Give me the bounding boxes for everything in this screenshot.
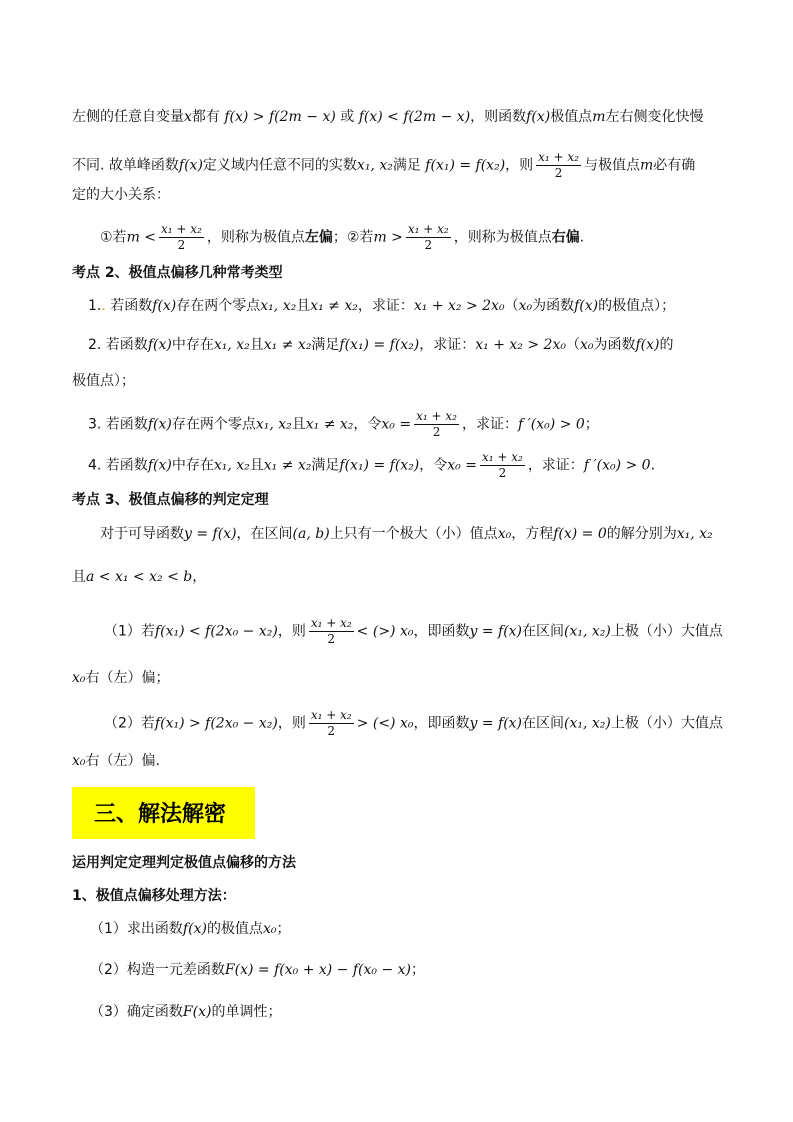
fraction bbox=[309, 616, 354, 647]
math-fx: f(x) bbox=[574, 298, 599, 314]
text: 的极值点）； bbox=[598, 298, 676, 314]
text: 1. bbox=[88, 298, 102, 314]
text: （ bbox=[565, 337, 580, 353]
frac-num: x₁ + x₂ bbox=[310, 708, 352, 722]
math-ineq: f(x) > f(2m − x) bbox=[224, 109, 336, 125]
math-x0: x₀ bbox=[262, 921, 277, 937]
frac-den: 2 bbox=[432, 425, 441, 439]
math-sumgt: x₁ + x₂ > 2x₀ bbox=[475, 337, 566, 353]
type-item-4 bbox=[88, 450, 655, 481]
step-3 bbox=[90, 1002, 281, 1022]
math-fx: f(x) bbox=[147, 416, 172, 433]
text: 上极（小）大值点 bbox=[610, 715, 723, 732]
math-yfx: y = f(x) bbox=[184, 526, 237, 542]
math-rel: < (>) x₀ bbox=[356, 623, 414, 640]
math-mgt: m > bbox=[373, 229, 403, 246]
text: ，则 bbox=[505, 157, 534, 174]
text: ，即函数 bbox=[413, 623, 470, 640]
fraction bbox=[309, 708, 354, 739]
math-xne: x₁ ≠ x₂ bbox=[310, 298, 358, 314]
text: . bbox=[579, 229, 585, 246]
math-fx: f(x) bbox=[152, 298, 177, 314]
bold-text: 左偏 bbox=[304, 229, 333, 246]
math-x1x2: x₁, x₂ bbox=[676, 526, 713, 542]
text: 的 bbox=[659, 337, 674, 353]
frac-num: x₁ + x₂ bbox=[481, 450, 523, 464]
text: 且 bbox=[249, 457, 264, 474]
bold-text: 右偏 bbox=[551, 229, 580, 246]
text: 存在两个零点 bbox=[176, 298, 261, 314]
text: 且 bbox=[249, 337, 264, 353]
case-2 bbox=[104, 708, 723, 739]
fraction bbox=[406, 222, 451, 253]
text: 且 bbox=[296, 298, 311, 314]
text: 3. 若函数 bbox=[88, 416, 148, 433]
math-sumgt: x₁ + x₂ > 2x₀ bbox=[413, 298, 505, 314]
text: 为函数 bbox=[532, 298, 575, 314]
frac-den: 2 bbox=[177, 238, 186, 252]
frac-den: 2 bbox=[554, 166, 563, 180]
text: ，则 bbox=[277, 623, 306, 640]
text: （3）确定函数 bbox=[90, 1004, 183, 1020]
math-x0: x₀ bbox=[497, 526, 512, 542]
math-feq: f(x₁) = f(x₂) bbox=[425, 157, 506, 174]
math-mlt: m < bbox=[126, 229, 157, 246]
fraction bbox=[536, 150, 581, 181]
math-xne: x₁ ≠ x₂ bbox=[263, 457, 312, 474]
math-feq: f(x₁) = f(x₂) bbox=[339, 457, 420, 474]
text: 满足 bbox=[311, 337, 340, 353]
text: ，则称为极值点 bbox=[453, 229, 552, 246]
fraction bbox=[159, 222, 204, 253]
math-fx: f(x) bbox=[147, 457, 172, 474]
section-banner bbox=[72, 787, 255, 839]
text: . bbox=[650, 457, 656, 474]
para-line-1 bbox=[72, 107, 703, 127]
math-x: x bbox=[184, 109, 192, 125]
math-x0eq: x₀ = bbox=[447, 457, 477, 474]
frac-num: x₁ + x₂ bbox=[310, 616, 352, 630]
text: 中存在 bbox=[171, 457, 214, 474]
theorem-line-2 bbox=[72, 567, 206, 587]
text: ，即函数 bbox=[413, 715, 470, 732]
text: ，在区间 bbox=[236, 526, 293, 542]
math-x1x2: x₁, x₂ bbox=[260, 298, 297, 314]
banner-title: 三、解法解密 bbox=[94, 801, 227, 827]
frac-den: 2 bbox=[498, 466, 507, 480]
text: ①若 bbox=[100, 229, 127, 246]
mark: . bbox=[101, 298, 106, 314]
math-fp0: f ′(x₀) > 0 bbox=[517, 416, 585, 433]
text: 在区间 bbox=[522, 715, 565, 732]
text: 对于可导函数 bbox=[100, 526, 184, 542]
math-fx: f(x) bbox=[635, 337, 660, 353]
math-order: a < x₁ < x₂ < b bbox=[86, 569, 193, 585]
text: （2）若 bbox=[104, 715, 155, 732]
case-1-cont bbox=[72, 668, 170, 688]
text: 满足 bbox=[392, 157, 421, 174]
frac-num: x₁ + x₂ bbox=[538, 150, 579, 164]
math-yfx: y = f(x) bbox=[469, 623, 523, 640]
theorem-line-1 bbox=[100, 524, 713, 544]
text: 不同. 故单峰函数 bbox=[72, 157, 179, 174]
para-line-4 bbox=[100, 222, 584, 253]
text: 必有确 bbox=[653, 157, 696, 174]
text: 为函数 bbox=[593, 337, 636, 353]
math-xne: x₁ ≠ x₂ bbox=[263, 337, 312, 353]
text: ，求证： bbox=[527, 457, 584, 474]
text: ，求证： bbox=[419, 337, 476, 353]
step-2 bbox=[90, 960, 425, 980]
method-subheading: 1、极值点偏移处理方法： bbox=[72, 888, 236, 904]
text: 且 bbox=[72, 569, 86, 585]
math-interval: (x₁, x₂) bbox=[564, 623, 611, 640]
math-ineq: f(x₁) > f(2x₀ − x₂) bbox=[154, 715, 278, 732]
frac-den: 2 bbox=[327, 632, 336, 646]
text: 左右侧变化快慢 bbox=[605, 109, 704, 125]
text: 的极值点 bbox=[206, 921, 263, 937]
fraction bbox=[414, 409, 459, 440]
case-1 bbox=[104, 616, 723, 647]
text: 或 bbox=[340, 109, 355, 125]
step-1 bbox=[90, 919, 290, 939]
text: 2. 若函数 bbox=[88, 337, 148, 353]
frac-den: 2 bbox=[424, 238, 433, 252]
math-fx: f(x) bbox=[182, 921, 207, 937]
text: 若函数 bbox=[110, 298, 153, 314]
frac-num: x₁ + x₂ bbox=[407, 222, 449, 236]
text: ； bbox=[411, 962, 425, 978]
math-m: m bbox=[640, 157, 654, 174]
text: ，令 bbox=[353, 416, 382, 433]
text: 的解分别为 bbox=[606, 526, 677, 542]
math-rel: > (<) x₀ bbox=[356, 715, 414, 732]
text: 存在两个零点 bbox=[171, 416, 256, 433]
text: 4. 若函数 bbox=[88, 457, 148, 474]
math-xne: x₁ ≠ x₂ bbox=[305, 416, 354, 433]
math-fx0: f(x) = 0 bbox=[553, 526, 607, 542]
frac-den: 2 bbox=[327, 724, 336, 738]
fraction bbox=[480, 450, 525, 481]
math-ineq: f(x) < f(2m − x) bbox=[358, 109, 471, 125]
text: ，则函数 bbox=[470, 109, 527, 125]
text: ，则称为极值点 bbox=[206, 229, 305, 246]
math-fx: f(x) bbox=[178, 157, 203, 174]
text: ， bbox=[192, 569, 207, 585]
text: ；②若 bbox=[332, 229, 374, 246]
para-line-2 bbox=[72, 150, 695, 181]
math-x0: x₀ bbox=[579, 337, 594, 353]
math-x0: x₀ bbox=[518, 298, 533, 314]
math-ineq: f(x₁) < f(2x₀ − x₂) bbox=[154, 623, 278, 640]
text: 右（左）偏； bbox=[85, 670, 170, 686]
math-x1x2: x₁, x₂ bbox=[255, 416, 292, 433]
text: 都有 bbox=[191, 109, 220, 125]
math-x0eq: x₀ = bbox=[381, 416, 412, 433]
para-line-3: 定的大小关系： bbox=[72, 187, 170, 203]
math-m: m bbox=[592, 109, 606, 125]
text: 定义域内任意不同的实数 bbox=[202, 157, 357, 174]
text: 满足 bbox=[311, 457, 340, 474]
text: ； bbox=[584, 416, 599, 433]
text: ，求证： bbox=[357, 298, 414, 314]
math-feq: f(x₁) = f(x₂) bbox=[339, 337, 420, 353]
frac-num: x₁ + x₂ bbox=[161, 222, 202, 236]
math-x0: x₀ bbox=[72, 753, 86, 769]
math-fp0: f ′(x₀) > 0 bbox=[583, 457, 651, 474]
math-ab: (a, b) bbox=[292, 526, 330, 542]
text: （ bbox=[504, 298, 519, 314]
text: （1）求出函数 bbox=[90, 921, 183, 937]
frac-num: x₁ + x₂ bbox=[416, 409, 457, 423]
case-2-cont bbox=[72, 751, 160, 771]
math-F: F(x) bbox=[182, 1004, 212, 1020]
math-Fx: F(x) = f(x₀ + x) − f(x₀ − x) bbox=[224, 962, 411, 978]
math-x1x2: x₁, x₂ bbox=[213, 457, 250, 474]
text: 与极值点 bbox=[584, 157, 640, 174]
text: 上只有一个极大（小）值点 bbox=[329, 526, 498, 542]
type-item-3 bbox=[88, 409, 599, 440]
text: （2）构造一元差函数 bbox=[90, 962, 225, 978]
text: ； bbox=[276, 921, 291, 937]
text: 左侧的任意自变量 bbox=[72, 109, 184, 125]
math-x1x2: x₁, x₂ bbox=[213, 337, 250, 353]
section-heading-2: 考点 2、极值点偏移几种常考类型 bbox=[72, 265, 283, 281]
math-fx: f(x) bbox=[147, 337, 172, 353]
math-x0: x₀ bbox=[72, 670, 86, 686]
method-heading: 运用判定定理判定极值点偏移的方法 bbox=[72, 855, 296, 871]
section-heading-3: 考点 3、极值点偏移的判定定理 bbox=[72, 492, 269, 508]
text: 在区间 bbox=[522, 623, 565, 640]
text: ，求证： bbox=[461, 416, 518, 433]
math-interval: (x₁, x₂) bbox=[564, 715, 611, 732]
type-item-2 bbox=[88, 335, 674, 355]
math-fx: f(x) bbox=[526, 109, 551, 125]
text: 且 bbox=[291, 416, 306, 433]
text: ，方程 bbox=[511, 526, 554, 542]
text: 上极（小）大值点 bbox=[610, 623, 723, 640]
math-x1x2: x₁, x₂ bbox=[356, 157, 393, 174]
type-item-1 bbox=[88, 296, 675, 316]
text: ，则 bbox=[277, 715, 306, 732]
text: 右（左）偏. bbox=[85, 753, 160, 769]
text: 极值点 bbox=[550, 109, 593, 125]
text: 的单调性； bbox=[211, 1004, 282, 1020]
text: ，令 bbox=[419, 457, 448, 474]
text: 中存在 bbox=[171, 337, 214, 353]
text: （1）若 bbox=[104, 623, 155, 640]
type-item-2-cont: 极值点）； bbox=[72, 373, 135, 389]
math-yfx: y = f(x) bbox=[469, 715, 523, 732]
